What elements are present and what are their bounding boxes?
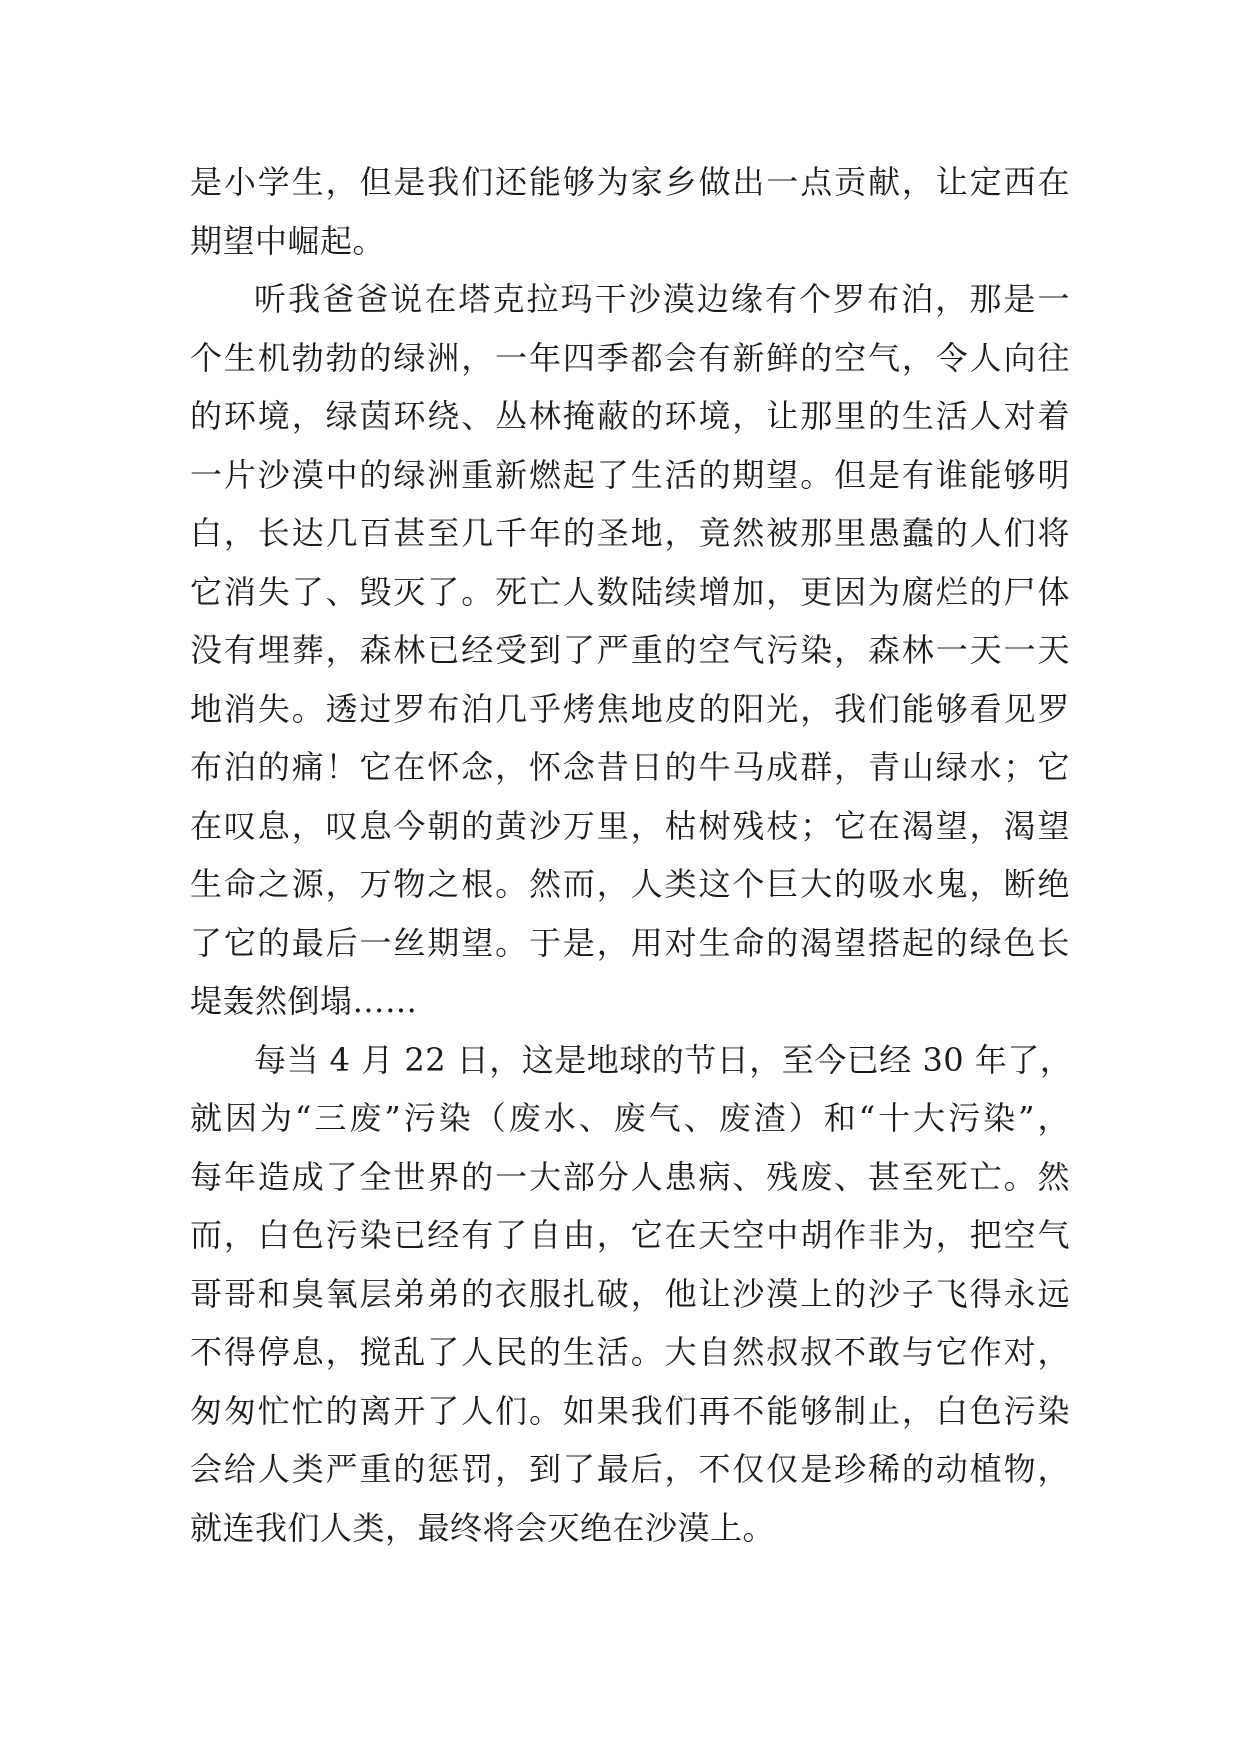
text-line: 匆匆忙忙的离开了人们。如果我们再不能够制止，白色污染 [190, 1391, 1070, 1430]
document-body [190, 153, 1073, 1557]
text-line: 没有埋葬，森林已经受到了严重的空气污染，森林一天一天 [190, 631, 1070, 669]
text-line: 布泊的痛！它在怀念，怀念昔日的牛马成群，青山绿水；它 [190, 748, 1070, 786]
text-line: 一片沙漠中的绿洲重新燃起了生活的期望。但是有谁能够明 [190, 455, 1070, 494]
text-line: 生命之源，万物之根。然而，人类这个巨大的吸水鬼，断绝 [190, 865, 1070, 903]
text-line: 听我爸爸说在塔克拉玛干沙漠边缘有个罗布泊，那是一 [254, 280, 1070, 318]
text-line: 是小学生，但是我们还能够为家乡做出一点贡献，让定西在 [190, 163, 1070, 201]
text-line: 堤轰然倒塌…… [190, 982, 418, 1020]
text-line: 它消失了、毁灭了。死亡人数陆续增加，更因为腐烂的尸体 [190, 572, 1070, 611]
text-line: 个生机勃勃的绿洲，一年四季都会有新鲜的空气，令人向往 [190, 338, 1070, 377]
paragraph-3 [190, 1031, 1073, 1558]
text-line: 每年造成了全世界的一大部分人患病、残废、甚至死亡。然 [190, 1157, 1070, 1196]
text-line: 的环境，绿茵环绕、丛林掩蔽的环境，让那里的生活人对着 [190, 397, 1070, 435]
text-line: 哥哥和臭氧层弟弟的衣服扎破，他让沙漠上的沙子飞得永远 [190, 1274, 1070, 1313]
paragraph-1 [190, 153, 1070, 270]
text-line: 期望中崛起。 [190, 221, 386, 260]
text-line: 就因为“三废”污染（废水、废气、废渣）和“十大污染”， [190, 1099, 1070, 1137]
text-line: 每当 4 月 22 日，这是地球的节日，至今已经 30 年了， [254, 1040, 1073, 1079]
text-line: 白，长达几百甚至几千年的圣地，竟然被那里愚蠢的人们将 [190, 514, 1070, 552]
paragraph-2 [190, 270, 1070, 1031]
text-line: 会给人类严重的惩罚，到了最后，不仅仅是珍稀的动植物， [190, 1450, 1070, 1488]
text-line: 而，白色污染已经有了自由，它在天空中胡作非为，把空气 [190, 1216, 1070, 1254]
text-line: 就连我们人类，最终将会灭绝在沙漠上。 [190, 1508, 776, 1547]
text-line: 地消失。透过罗布泊几乎烤焦地皮的阳光，我们能够看见罗 [190, 689, 1070, 728]
text-line: 了它的最后一丝期望。于是，用对生命的渴望搭起的绿色长 [190, 923, 1070, 962]
text-line: 不得停息，搅乱了人民的生活。大自然叔叔不敢与它作对， [190, 1333, 1070, 1371]
text-line: 在叹息，叹息今朝的黄沙万里，枯树残枝；它在渴望，渴望 [190, 806, 1070, 845]
